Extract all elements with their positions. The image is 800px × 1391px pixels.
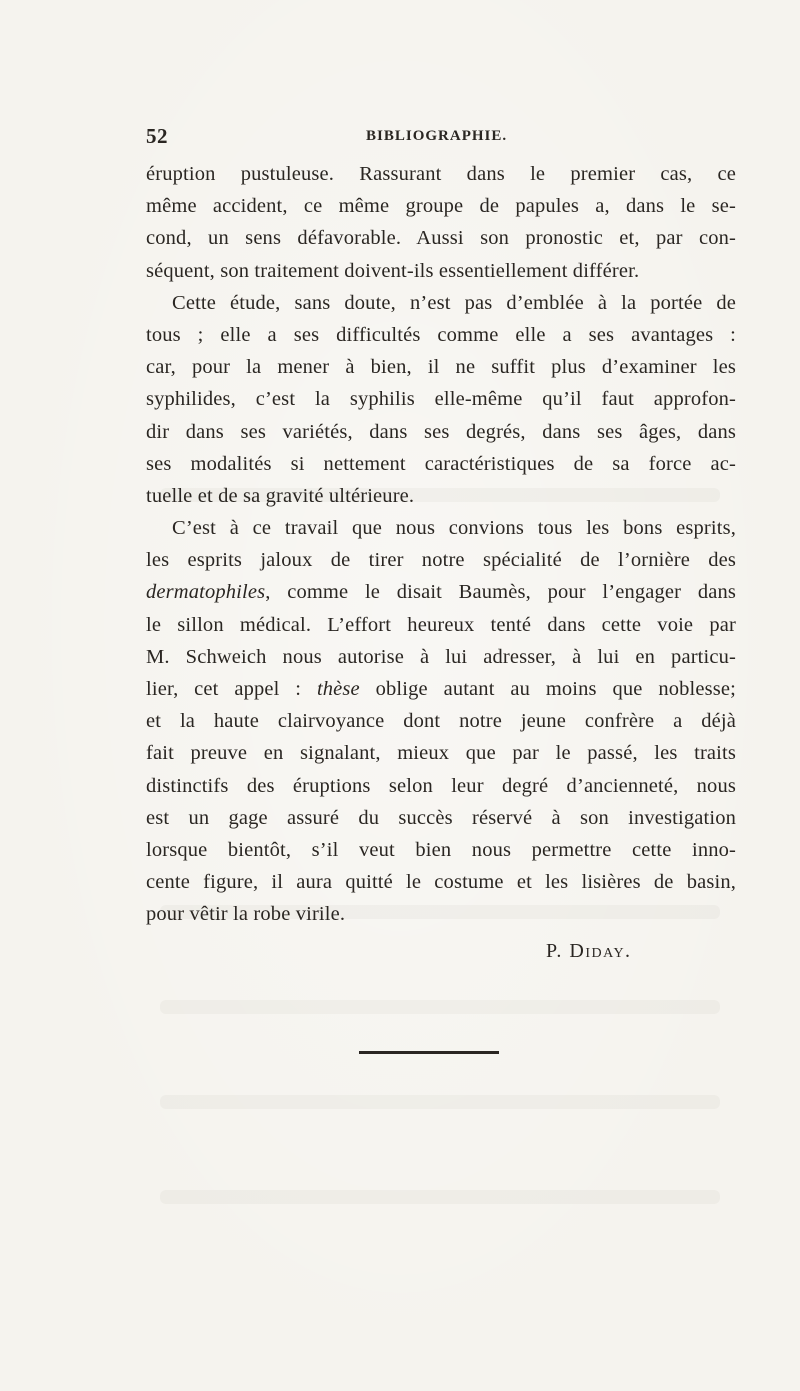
text-line: les esprits jaloux de tirer notre spécialité de l’ornière des	[146, 549, 736, 572]
text-line: M. Schweich nous autorise à lui adresser, à lui en particu-	[146, 645, 736, 668]
text-line: cond, un sens défavorable. Aussi son pronostic et, par con-	[146, 227, 736, 250]
body-text	[146, 158, 736, 931]
text-line: syphilides, c’est la syphilis elle-même qu’il faut approfon-	[146, 388, 736, 411]
text-line: Cette étude, sans doute, n’est pas d’emblée à la portée de	[172, 291, 736, 314]
show-through-shadow	[160, 1095, 720, 1109]
author-signature: P. Diday.	[546, 940, 632, 962]
text-line: éruption pustuleuse. Rassurant dans le premier cas, ce	[146, 163, 736, 185]
text-line: ses modalités si nettement caractéristiques de sa force ac-	[146, 452, 736, 475]
text-line: dir dans ses variétés, dans ses degrés, dans ses âges, dans	[146, 420, 736, 443]
text-line: fait preuve en signalant, mieux que par le passé, les traits	[146, 742, 736, 765]
text-line: cente figure, il aura quitté le costume et les lisières de basin,	[146, 871, 736, 894]
page-header	[146, 124, 736, 154]
text-line: pour vêtir la robe virile.	[146, 903, 346, 926]
page-number: 52	[146, 124, 168, 148]
text-line: C’est à ce travail que nous convions tous les bons esprits,	[172, 517, 736, 540]
text-line: lorsque bientôt, s’il veut bien nous permettre cette inno-	[146, 838, 736, 861]
show-through-shadow	[160, 1190, 720, 1204]
running-head: BIBLIOGRAPHIE.	[366, 128, 508, 144]
text-line: tuelle et de sa gravité ultérieure.	[146, 484, 415, 507]
italic-term: thèse	[316, 678, 360, 700]
text-line: tous ; elle a ses difficultés comme elle a ses avantages :	[146, 323, 736, 346]
text-line: car, pour la mener à bien, il ne suffit plus d’examiner les	[146, 356, 736, 379]
text-line: lier, cet appel : thèse oblige autant au moins que noblesse;	[146, 678, 736, 700]
show-through-shadow	[160, 1000, 720, 1014]
text-line: est un gage assuré du succès réservé à son investigation	[146, 806, 736, 829]
end-rule	[359, 1051, 499, 1054]
text-line: séquent, son traitement doivent-ils essentiellement différer.	[146, 259, 640, 282]
text-line: même accident, ce même groupe de papules a, dans le se-	[146, 195, 736, 218]
italic-term: dermatophiles	[146, 581, 266, 604]
text-line: le sillon médical. L’effort heureux tenté dans cette voie par	[146, 613, 736, 636]
text-line: dermatophiles, comme le disait Baumès, pour l’engager dans	[146, 581, 736, 604]
text-line: distinctifs des éruptions selon leur degré d’ancienneté, nous	[146, 774, 736, 797]
text-line: et la haute clairvoyance dont notre jeune confrère a déjà	[146, 710, 736, 733]
